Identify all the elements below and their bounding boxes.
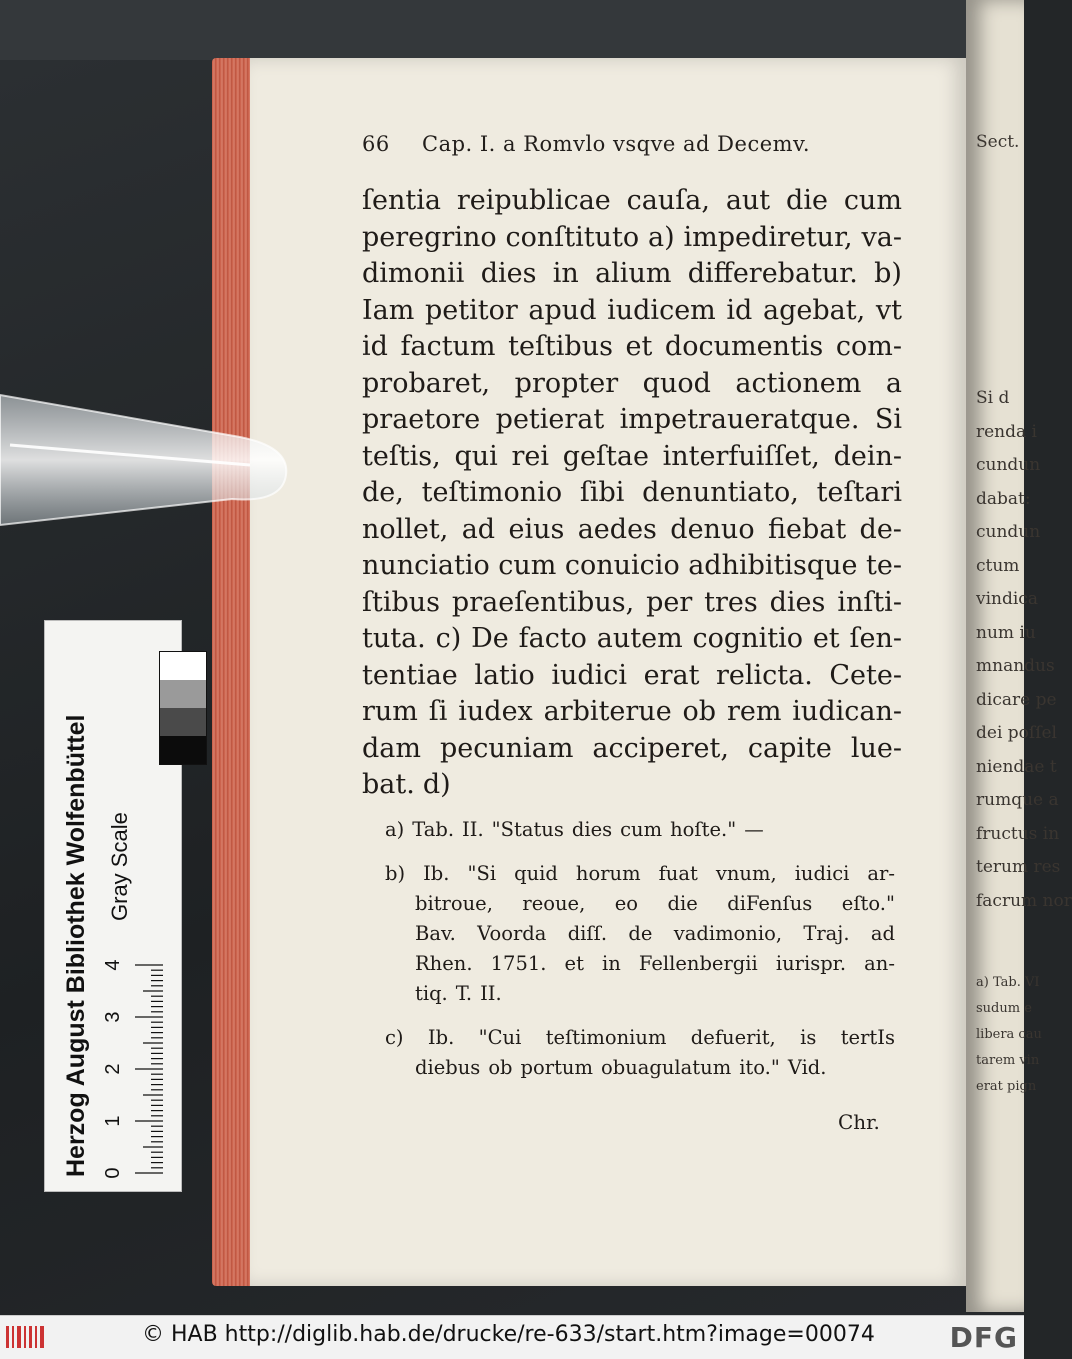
body-line: ſentia reipublicae cauſa, aut die cum	[362, 185, 902, 216]
facing-fragment: erat pign	[976, 1079, 1037, 1094]
footnotes	[385, 815, 895, 1083]
body-line: bat. d)	[362, 769, 451, 800]
facing-fragment: tarem vin	[976, 1053, 1040, 1068]
facing-fragment: a) Tab. VI	[976, 975, 1040, 990]
ruler-number: 1	[102, 1115, 124, 1127]
facing-fragment: rumque a	[976, 790, 1059, 810]
gray-swatches	[159, 651, 207, 765]
facing-page	[966, 0, 1072, 1312]
ruler-number: 2	[102, 1063, 124, 1075]
page-holder-clip	[0, 375, 292, 535]
footnote-line: a) Tab. II. "Status dies cum hoſte." —	[385, 818, 764, 841]
gray-scale-label: Gray Scale	[107, 812, 132, 921]
body-text	[362, 183, 902, 804]
page-edges	[212, 58, 252, 1286]
barcode-icon	[6, 1324, 46, 1350]
gray-swatch	[160, 680, 206, 708]
facing-fragment: renda i	[976, 421, 1037, 442]
facing-fragment: libera cau	[976, 1027, 1042, 1042]
ruler-number: 3	[102, 1011, 124, 1023]
body-line: tentiae latio iudici erat relicta. Cete-	[362, 659, 902, 691]
body-line: probaret, propter quod actionem a	[362, 367, 902, 399]
facing-fragment: dicare pe	[976, 689, 1057, 710]
footnote-line: diebus ob portum obuagulatum ito." Vid.	[415, 1056, 827, 1079]
dfg-logo: DFG	[949, 1321, 1018, 1354]
footer-bar	[0, 1315, 1024, 1359]
ruler-ticks	[102, 951, 165, 1181]
page-number: 66	[362, 132, 390, 156]
body-line: ſtibus praeſentibus, per tres dies inſti-	[362, 586, 902, 618]
facing-fragment: terum res	[976, 857, 1061, 877]
facing-fragment: niendae t	[976, 756, 1057, 777]
body-line: tuta. c) De facto autem cognitio et ſen-	[362, 623, 902, 654]
facing-fragment: sudum e	[976, 1001, 1032, 1016]
background-top	[0, 0, 1024, 60]
footnote	[385, 859, 895, 1009]
body-line: rum ſi iudex arbiterue ob rem iudican-	[362, 696, 902, 727]
facing-fragment: dei poſſel	[976, 723, 1057, 743]
body-line: nollet, ad eius aedes denuo fiebat de-	[362, 513, 902, 545]
facing-fragment: Sect.	[976, 132, 1020, 152]
footnote-line: bitroue, reoue, eo die diFenſus eſto."	[415, 892, 895, 915]
running-title: Cap. I. a Romvlo vsqve ad Decemv.	[422, 132, 811, 156]
facing-fragment: dabat:	[976, 488, 1031, 509]
ruler-number: 4	[102, 959, 124, 971]
ruler-number: 0	[102, 1167, 124, 1179]
body-line: teſtis, qui rei geſtae interfuiſſet, dein-	[362, 440, 902, 472]
facing-fragment: num iu	[976, 622, 1036, 643]
body-line: nunciatio cum conuicio adhibitisque te-	[362, 550, 902, 581]
facing-fragment: ctum	[976, 555, 1020, 576]
gray-swatch	[160, 736, 206, 764]
footnote-line: Rhen. 1751. et in Fellenbergii iurispr. an-	[415, 952, 895, 975]
institution-label: Herzog August Bibliothek Wolfenbüttel	[62, 714, 90, 1177]
copyright-text: © HAB http://diglib.hab.de/drucke/re-633/start.htm?image=00074	[142, 1322, 875, 1347]
body-line: de, teſtimonio ſibi denuntiato, teſtari	[362, 477, 902, 508]
footnote-line: tiq. T. II.	[415, 982, 502, 1005]
facing-fragment: cundun	[976, 522, 1041, 542]
facing-fragment: Si d	[976, 388, 1010, 408]
running-head	[362, 132, 892, 162]
footnote	[385, 815, 895, 845]
gray-scale-card	[44, 620, 182, 1192]
facing-fragment: facrum nor	[976, 890, 1072, 911]
catchword: Chr.	[838, 1110, 880, 1134]
facing-fragment: cundun	[976, 455, 1041, 475]
body-line: praetore petierat impetraueratque. Si	[362, 404, 902, 435]
footnote	[385, 1023, 895, 1083]
gray-swatch	[160, 652, 206, 680]
body-line: dam pecuniam acciperet, capite lue-	[362, 732, 902, 764]
footnote-line: Bav. Voorda diſſ. de vadimonio, Traj. ad	[415, 922, 895, 945]
body-line: Iam petitor apud iudicem id agebat, vt	[362, 294, 902, 326]
body-line: dimonii dies in alium differebatur. b)	[362, 258, 902, 289]
gray-swatch	[160, 708, 206, 736]
body-line: id factum teſtibus et documentis com-	[362, 331, 902, 362]
footnote-line: b) Ib. "Si quid horum fuat vnum, iudici ar-	[385, 862, 895, 885]
facing-fragment: mnandus	[976, 656, 1055, 676]
body-line: peregrino conſtituto a) impediretur, va-	[362, 221, 902, 253]
facing-fragment: fructus in	[976, 823, 1060, 844]
facing-fragment: vindica	[976, 589, 1038, 609]
footnote-line: c) Ib. "Cui teſtimonium defuerit, is tertIs	[385, 1026, 895, 1049]
